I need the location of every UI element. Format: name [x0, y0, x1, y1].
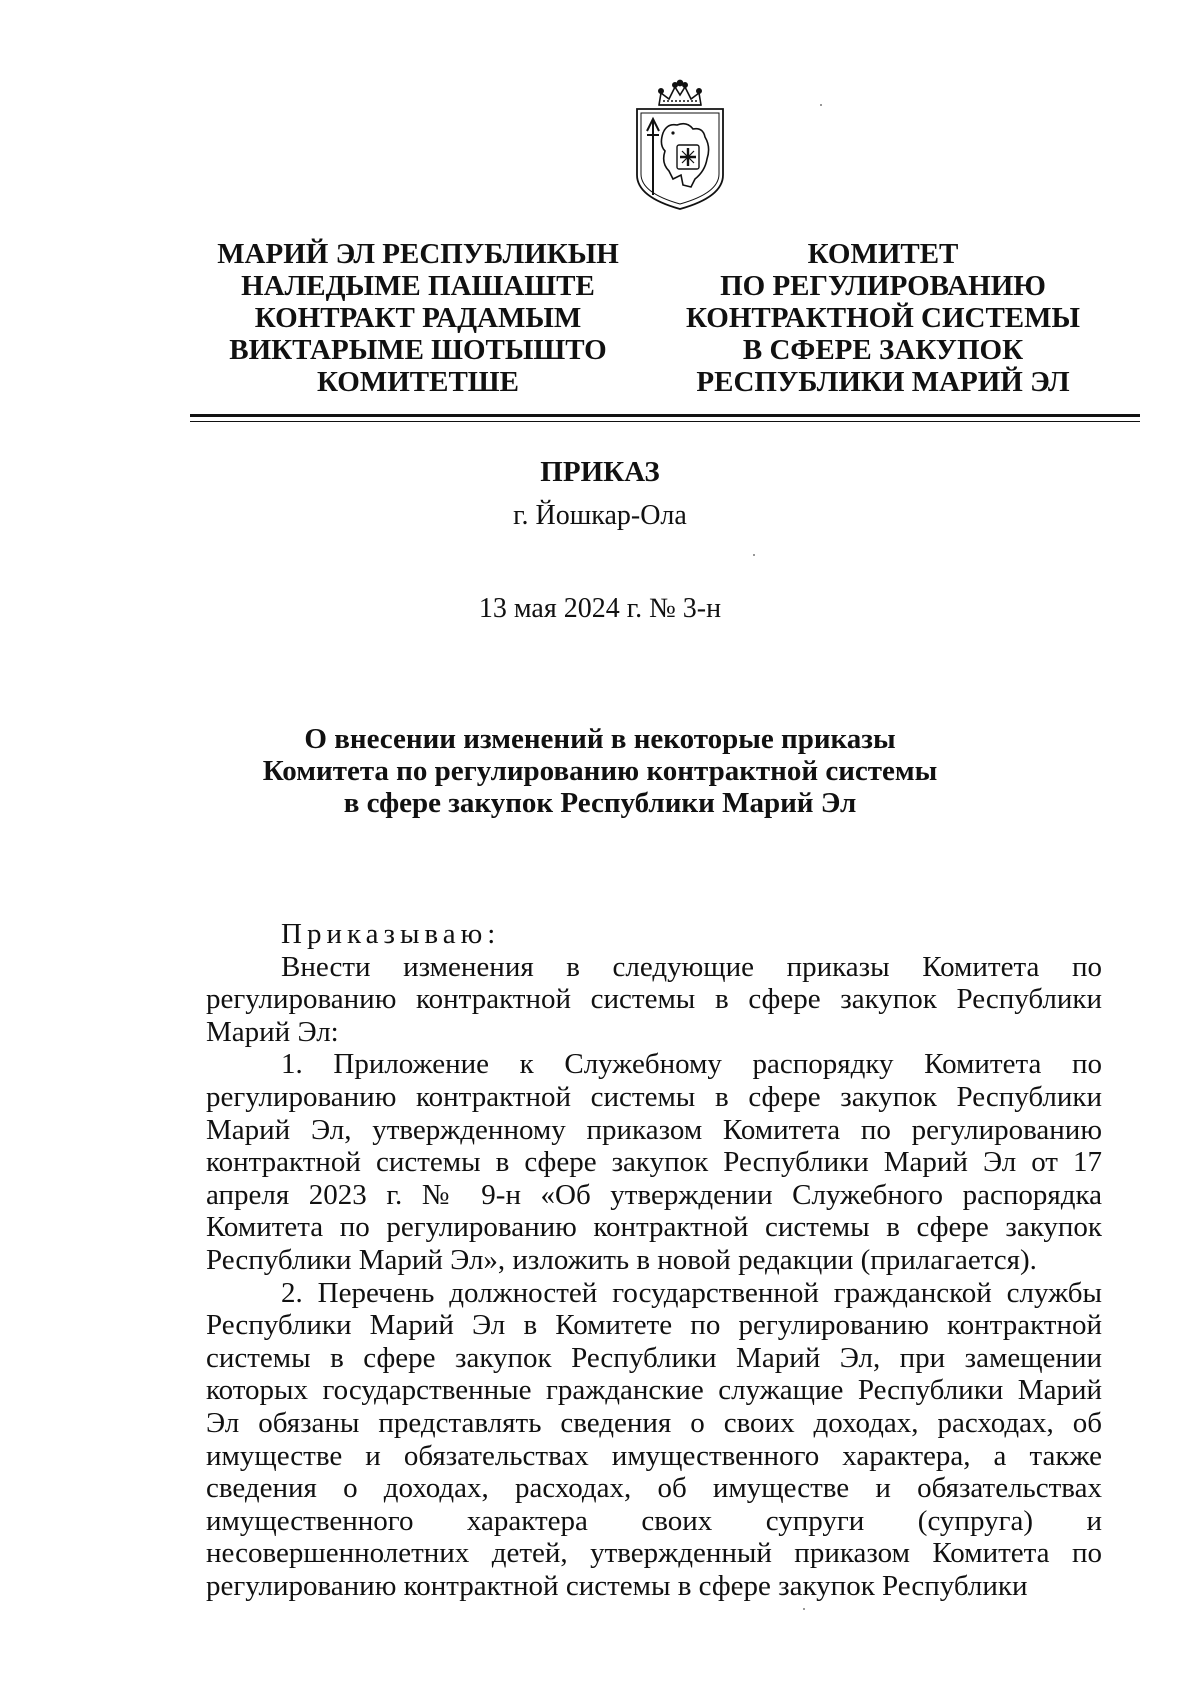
- header-left-line: НАЛЕДЫМЕ ПАШАШТЕ: [241, 270, 595, 302]
- header-left-line: ВИКТАРЫМЕ ШОТЫШТО: [229, 334, 607, 366]
- order-city: г. Йошкар-Ола: [513, 500, 687, 531]
- coat-of-arms-emblem: [631, 75, 729, 213]
- header-right-line: КОМИТЕТ: [807, 238, 959, 270]
- order-date-number: 13 мая 2024 г. № 3-н: [478, 593, 722, 624]
- scan-speck: [753, 554, 755, 556]
- subject-line: в сфере закупок Республики Марий Эл: [343, 787, 857, 819]
- header-right-line: РЕСПУБЛИКИ МАРИЙ ЭЛ: [696, 366, 1070, 398]
- scan-speck: [820, 104, 822, 106]
- header-right-line: В СФЕРЕ ЗАКУПОК: [742, 334, 1024, 366]
- header-left-line: КОМИТЕТШЕ: [316, 366, 519, 398]
- header-left-line: МАРИЙ ЭЛ РЕСПУБЛИКЫН: [217, 238, 619, 270]
- header-divider-thick: [190, 414, 1140, 417]
- scan-speck: [803, 1608, 805, 1610]
- header-divider-thin: [190, 421, 1140, 422]
- intro-paragraph: Внести изменения в следующие приказы Комитета по регулированию контрактной системы в сфере закупок Республики Марий Эл:: [206, 950, 1102, 1048]
- subject-line: Комитета по регулированию контрактной системы: [262, 755, 938, 787]
- subject-line: О внесении изменений в некоторые приказы: [304, 723, 896, 755]
- header-left-line: КОНТРАКТ РАДАМЫМ: [254, 302, 582, 334]
- document-subject: [0, 723, 1200, 819]
- header-right-block: [658, 238, 1108, 398]
- item-1-paragraph: 1. Приложение к Служебному распорядку Комитета по регулированию контрактной системы в сфере закупок Республики Марий Эл, утвержденному приказом Комитета по регулированию контрактной системы в сфере закупок Республики Марий Эл от 17 апреля 2023 г. № 9-н «Об утверждении Служебного распорядка Комитета по регулированию контрактной системы в сфере закупок Республики Марий Эл», изложить в новой редакции (прилагается).: [206, 1048, 1102, 1276]
- order-title: ПРИКАЗ: [540, 456, 660, 488]
- header-right-line: КОНТРАКТНОЙ СИСТЕМЫ: [686, 302, 1080, 334]
- header-right-line: ПО РЕГУЛИРОВАНИЮ: [720, 270, 1046, 302]
- header-left-block: [188, 238, 648, 398]
- item-2-paragraph: 2. Перечень должностей государственной гражданской службы Республики Марий Эл в Комитете по регулированию контрактной системы в сфере закупок Республики Марий Эл, при замещении которых государственные гражданские служащие Республики Марий Эл обязаны представлять сведения о своих доходах, расходах, об имуществе и обязательствах имущественного характера, а также сведения о доходах, расходах, об имуществе и обязательствах имущественного характера своих супруги (супруга) и несовершеннолетних детей, утвержденный приказом Комитета по регулированию контрактной системы в сфере закупок Республики: [206, 1276, 1102, 1602]
- order-word: Приказываю:: [281, 918, 501, 950]
- document-body: [206, 918, 1102, 1602]
